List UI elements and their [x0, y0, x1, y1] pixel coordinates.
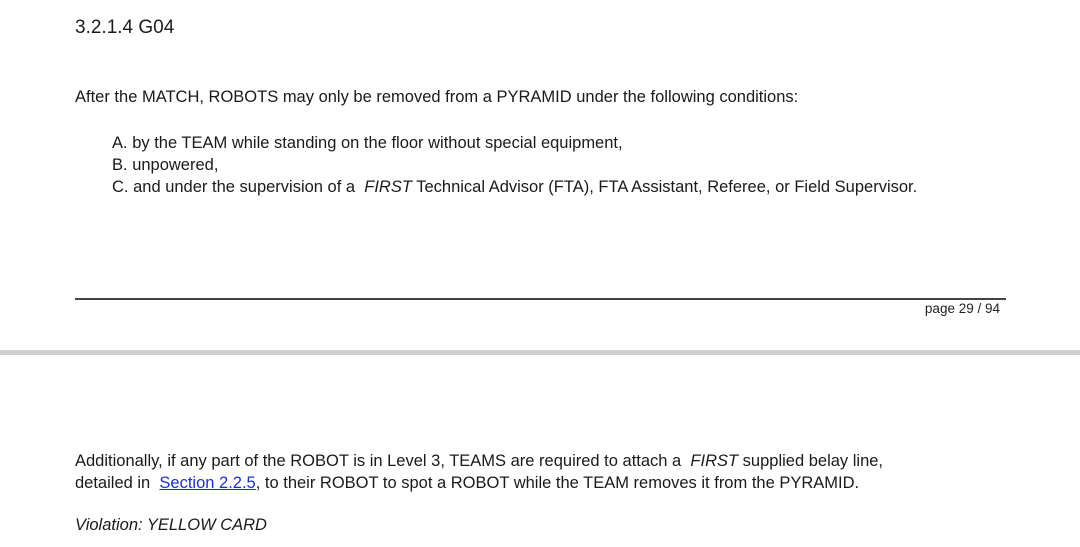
belay-line-2 [75, 472, 883, 494]
condition-c-marker: C. [112, 178, 129, 196]
section-link[interactable]: Section 2.2.5 [159, 474, 256, 492]
belay-line-2-pre: detailed in [75, 474, 151, 492]
condition-b-text: unpowered, [132, 156, 219, 174]
rule-intro: After the MATCH, ROBOTS may only be removed from a PYRAMID under the following conditions: [75, 88, 799, 106]
conditions-list [112, 132, 917, 198]
page-number: page 29 / 94 [924, 301, 1000, 316]
belay-line-1 [75, 450, 883, 472]
condition-c [112, 176, 917, 198]
condition-c-text-post: Technical Advisor (FTA), FTA Assistant, Referee, or Field Supervisor. [416, 178, 918, 196]
condition-a [112, 132, 917, 154]
condition-c-text-pre: and under the supervision of a [133, 178, 356, 196]
page-30 [0, 355, 1080, 547]
belay-line-2-post: , to their ROBOT to spot a ROBOT while the TEAM removes it from the PYRAMID. [255, 474, 860, 492]
condition-a-text: by the TEAM while standing on the floor without special equipment, [132, 134, 623, 152]
belay-line-1-post: supplied belay line, [742, 452, 884, 470]
rule-heading: 3.2.1.4 G04 [75, 17, 175, 38]
belay-paragraph [75, 450, 883, 494]
condition-b-marker: B. [112, 156, 128, 174]
condition-b [112, 154, 917, 176]
condition-a-marker: A. [112, 134, 128, 152]
belay-line-1-pre: Additionally, if any part of the ROBOT is in Level 3, TEAMS are required to attach a [75, 452, 682, 470]
violation-text: Violation: YELLOW CARD [75, 516, 267, 534]
condition-c-emphasis: FIRST [364, 178, 412, 196]
footer-divider [75, 298, 1006, 300]
belay-emphasis: FIRST [690, 452, 739, 470]
